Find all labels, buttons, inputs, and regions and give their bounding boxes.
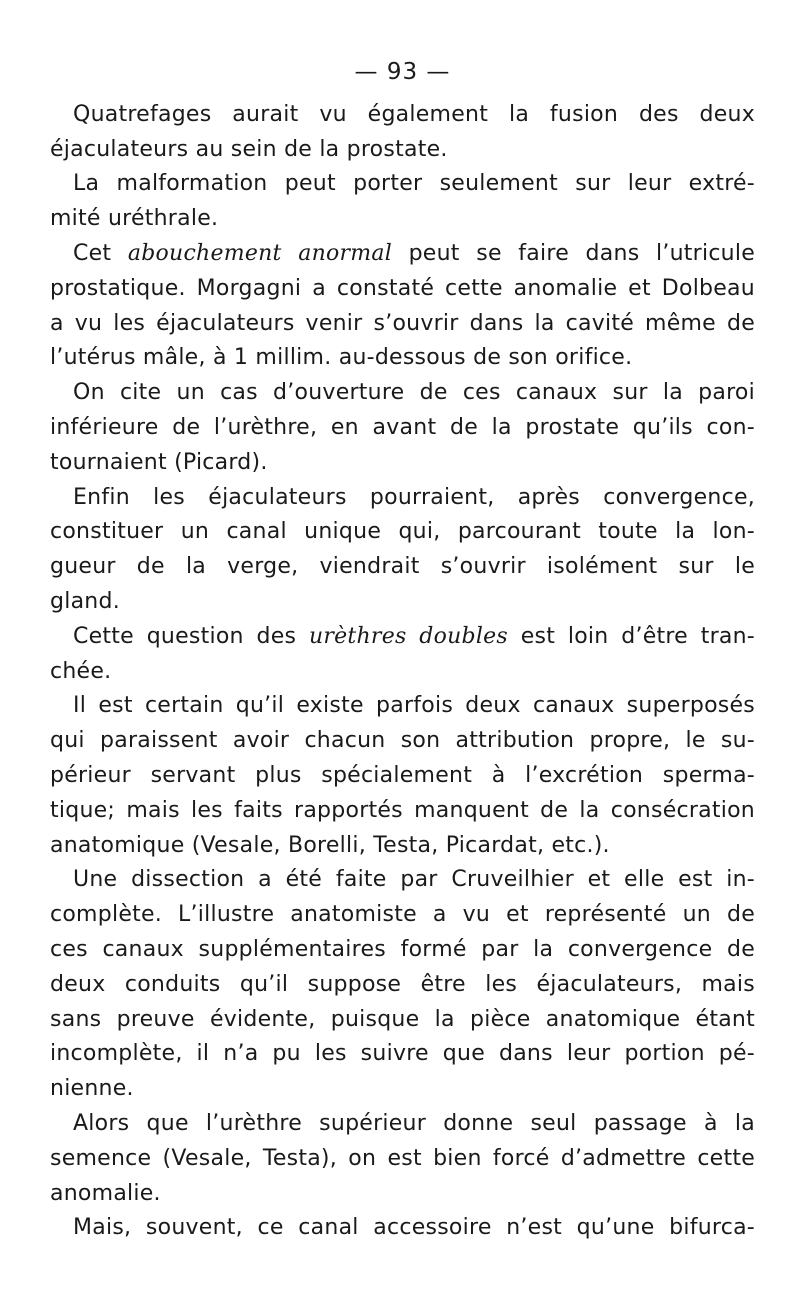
text-line: Mais, souvent, ce canal accessoire n’est qu’une bifurca- [73, 1215, 755, 1241]
body-text [50, 98, 755, 1246]
text-line [50, 237, 755, 272]
italic-term: abouchement anormal [127, 240, 393, 266]
text-line: gland. [50, 588, 120, 614]
text-line: qui paraissent avoir chacun son attribution propre, le su- [50, 728, 755, 754]
text-line: Enfin les éjaculateurs pourraient, après convergence, [73, 484, 755, 510]
paragraph [50, 620, 755, 690]
paragraph [50, 237, 755, 376]
paragraph [50, 98, 755, 168]
text-line: anatomique (Vesale, Borelli, Testa, Picardat, etc.). [50, 832, 610, 858]
text-line: anomalie. [50, 1180, 161, 1206]
text-line: tique; mais les faits rapportés manquent de la consécration [50, 797, 755, 823]
text-line: Quatrefages aurait vu également la fusion des deux [73, 101, 755, 127]
text-line: gueur de la verge, viendrait s’ouvrir isolément sur le [50, 554, 755, 580]
page-number: — 93 — [354, 59, 451, 85]
text-line: l’utérus mâle, à 1 millim. au-dessous de son orifice. [50, 345, 633, 371]
text-line: périeur servant plus spécialement à l’excrétion sperma- [50, 762, 755, 788]
text-line: ces canaux supplémentaires formé par la convergence de [50, 936, 755, 962]
paragraph [50, 689, 755, 863]
text-line: La malformation peut porter seulement sur leur extré- [73, 171, 755, 197]
text-line: prostatique. Morgagni a constaté cette anomalie et Dolbeau [50, 275, 755, 301]
text-line: nienne. [50, 1076, 134, 1102]
text-segment: Cet [73, 240, 128, 266]
text-line: complète. L’illustre anatomiste a vu et représenté un de [50, 902, 755, 928]
text-line: mité uréthrale. [50, 206, 219, 232]
text-line: semence (Vesale, Testa), on est bien forcé d’admettre cette [50, 1145, 755, 1171]
paragraph [50, 863, 755, 1107]
text-line: inférieure de l’urèthre, en avant de la prostate qu’ils con- [50, 414, 755, 440]
text-line: deux conduits qu’il suppose être les éjaculateurs, mais [50, 971, 755, 997]
italic-term: urèthres doubles [308, 623, 508, 649]
text-line: Alors que l’urèthre supérieur donne seul passage à la [73, 1110, 755, 1136]
paragraph [50, 376, 755, 480]
text-line: incomplète, il n’a pu les suivre que dans leur portion pé- [50, 1041, 755, 1067]
text-line [50, 620, 755, 655]
text-line: tournaient (Picard). [50, 449, 268, 475]
paragraph [50, 167, 755, 237]
text-line: On cite un cas d’ouverture de ces canaux sur la paroi [73, 380, 755, 406]
text-segment: peut se faire dans l’utricule [392, 240, 756, 266]
text-line: éjaculateurs au sein de la prostate. [50, 136, 448, 162]
text-segment: est loin d’être tran- [507, 623, 755, 649]
paragraph [50, 481, 755, 620]
text-segment: Cette question des [73, 623, 309, 649]
text-line: Il est certain qu’il existe parfois deux canaux superposés [73, 693, 755, 719]
document-page [50, 55, 755, 1246]
paragraph [50, 1211, 755, 1246]
text-line: chée. [50, 658, 112, 684]
text-line: constituer un canal unique qui, parcourant toute la lon- [50, 519, 755, 545]
paragraph [50, 1107, 755, 1211]
text-line: sans preuve évidente, puisque la pièce anatomique étant [50, 1006, 755, 1032]
text-line: Une dissection a été faite par Cruveilhier et elle est in- [73, 867, 755, 893]
text-line: a vu les éjaculateurs venir s’ouvrir dans la cavité même de [50, 310, 755, 336]
